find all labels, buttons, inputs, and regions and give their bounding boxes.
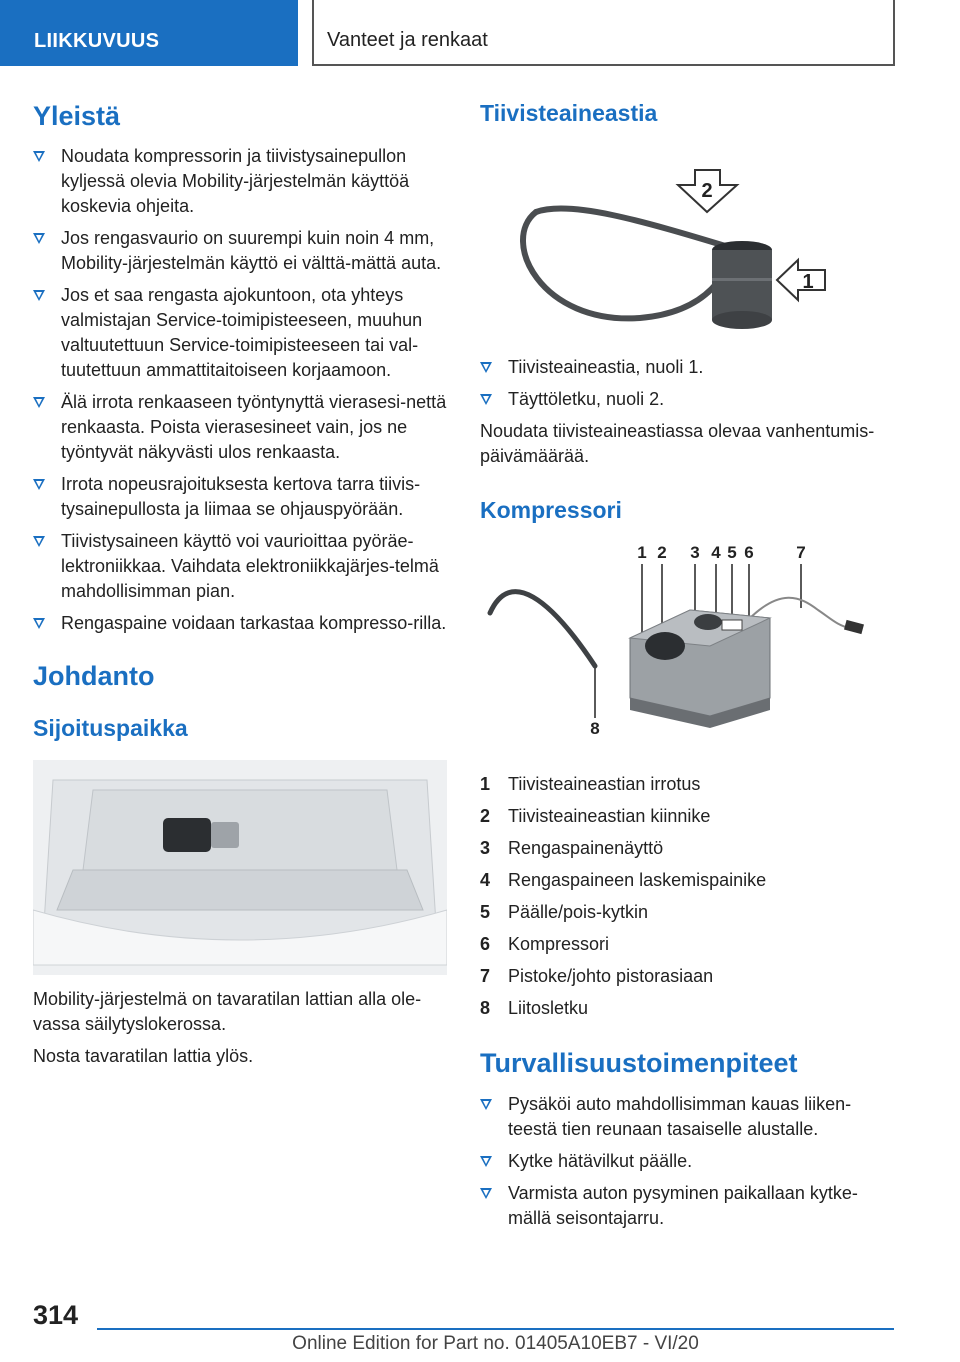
triangle-bullet-icon: [480, 394, 492, 405]
list-item: 7 Pistoke/johto pistorasiaan: [480, 966, 714, 987]
topic-title: Vanteet ja renkaat: [312, 0, 895, 66]
figure-label: 4: [711, 543, 721, 563]
arrow-left-icon: [777, 260, 825, 300]
list-item: 2 Tiivisteaineastian kiinnike: [480, 806, 711, 827]
triangle-bullet-icon: [33, 618, 45, 629]
triangle-bullet-icon: [33, 397, 45, 408]
list-item: Tiivistysaineen käyttö voi vaurioittaa pyöräe-lektroniikkaa. Vaihdata elektroniikkajärjes-telmä mahdollisimman pian.: [33, 529, 447, 604]
list-item: Noudata kompressorin ja tiivistysainepullon kyljessä olevia Mobility-järjestelmän käyttöä koskevia ohjeita.: [33, 144, 447, 219]
section-tab: LIIKKUVUUS: [0, 0, 298, 66]
figure-label: 1: [802, 270, 814, 293]
list-item: Varmista auton pysyminen paikallaan kytke-mällä seisontajarru.: [480, 1181, 894, 1231]
list-item: Kytke hätävilkut päälle.: [480, 1149, 894, 1174]
heading-yleista: Yleistä: [33, 101, 121, 131]
page-number: 314: [33, 1300, 79, 1330]
figure-label: 8: [590, 719, 600, 739]
sijoituspaikka-text-1: Mobility-järjestelmä on tavaratilan lattian alla ole-vassa säilytyslokerossa.: [33, 989, 422, 1035]
list-item: Tiivisteaineastia, nuoli 1.: [480, 355, 894, 380]
footer-divider: [97, 1328, 894, 1330]
sealant-bottle-image: [480, 140, 894, 345]
figure-label: 7: [796, 543, 806, 563]
figure-label: 2: [657, 543, 667, 563]
figure-label: 3: [690, 543, 700, 563]
yleista-list: [33, 144, 447, 636]
heading-johdanto: Johdanto: [33, 661, 155, 692]
figure-label: 5: [727, 543, 737, 563]
triangle-bullet-icon: [480, 1156, 492, 1167]
sijoituspaikka-text-2: Nosta tavaratilan lattia ylös.: [33, 1046, 254, 1067]
list-item: Irrota nopeusrajoituksesta kertova tarra tiivis-tysainepullosta ja liimaa se ohjauspyörään.: [33, 472, 447, 522]
left-column: [33, 100, 447, 1069]
triangle-bullet-icon: [33, 536, 45, 547]
list-item: Jos rengasvaurio on suurempi kuin noin 4 mm, Mobility-järjestelmän käyttö ei välttä-mättä auta.: [33, 226, 447, 276]
heading-turvallisuustoimenpiteet: Turvallisuustoimenpiteet: [480, 1048, 798, 1079]
list-item: 6 Kompressori: [480, 934, 610, 955]
figure-label: 2: [701, 179, 713, 202]
triangle-bullet-icon: [33, 151, 45, 162]
list-item: Täyttöletku, nuoli 2.: [480, 387, 894, 412]
edition-text: Online Edition for Part no. 01405A10EB7 - VI/20: [292, 1333, 699, 1354]
kompressori-parts-list: [480, 772, 894, 1021]
page-header: [0, 0, 960, 66]
triangle-bullet-icon: [33, 290, 45, 301]
list-item: 3 Rengaspainenäyttö: [480, 838, 664, 859]
list-item: 4 Rengaspaineen laskemispainike: [480, 870, 767, 891]
triangle-bullet-icon: [480, 1188, 492, 1199]
list-item: 1 Tiivisteaineastian irrotus: [480, 774, 701, 795]
trunk-storage-image: [33, 760, 447, 975]
list-item: 5 Päälle/pois-kytkin: [480, 902, 649, 923]
triangle-bullet-icon: [33, 479, 45, 490]
triangle-bullet-icon: [33, 233, 45, 244]
heading-tiivisteaineastia: Tiivisteaineastia: [480, 100, 658, 126]
figure-label: 6: [744, 543, 754, 563]
list-item: Älä irrota renkaaseen työntynyttä vierasesi-nettä renkaasta. Poista vierasesineet vain, jos ne työntyvät näkyvästi ulos renkaasta.: [33, 390, 447, 465]
figure-label: 1: [637, 543, 647, 563]
right-column: [480, 100, 894, 1238]
heading-sijoituspaikka: Sijoituspaikka: [33, 714, 188, 741]
heading-kompressori: Kompressori: [480, 496, 622, 523]
compressor-image: [480, 538, 894, 758]
triangle-bullet-icon: [480, 1099, 492, 1110]
list-item: Jos et saa rengasta ajokuntoon, ota yhteys valmistajan Service-toimipisteeseen, muuhun valtuutettuun Service-toimipisteeseen tai val-tuutettuun ammattitaitoiseen korjaamoon.: [33, 283, 447, 383]
list-item: Pysäköi auto mahdollisimman kauas liiken-teestä tien reunaan tasaiselle alustalle.: [480, 1092, 894, 1142]
list-item: Rengaspaine voidaan tarkastaa kompresso-rilla.: [33, 611, 447, 636]
tiivisteaineastia-list: [480, 355, 894, 412]
tiivisteaineastia-text: Noudata tiivisteaineastiassa olevaa vanhentumis-päivämäärää.: [480, 420, 875, 466]
list-item: 8 Liitosletku: [480, 998, 589, 1019]
turvallisuus-list: [480, 1092, 894, 1231]
triangle-bullet-icon: [480, 362, 492, 373]
